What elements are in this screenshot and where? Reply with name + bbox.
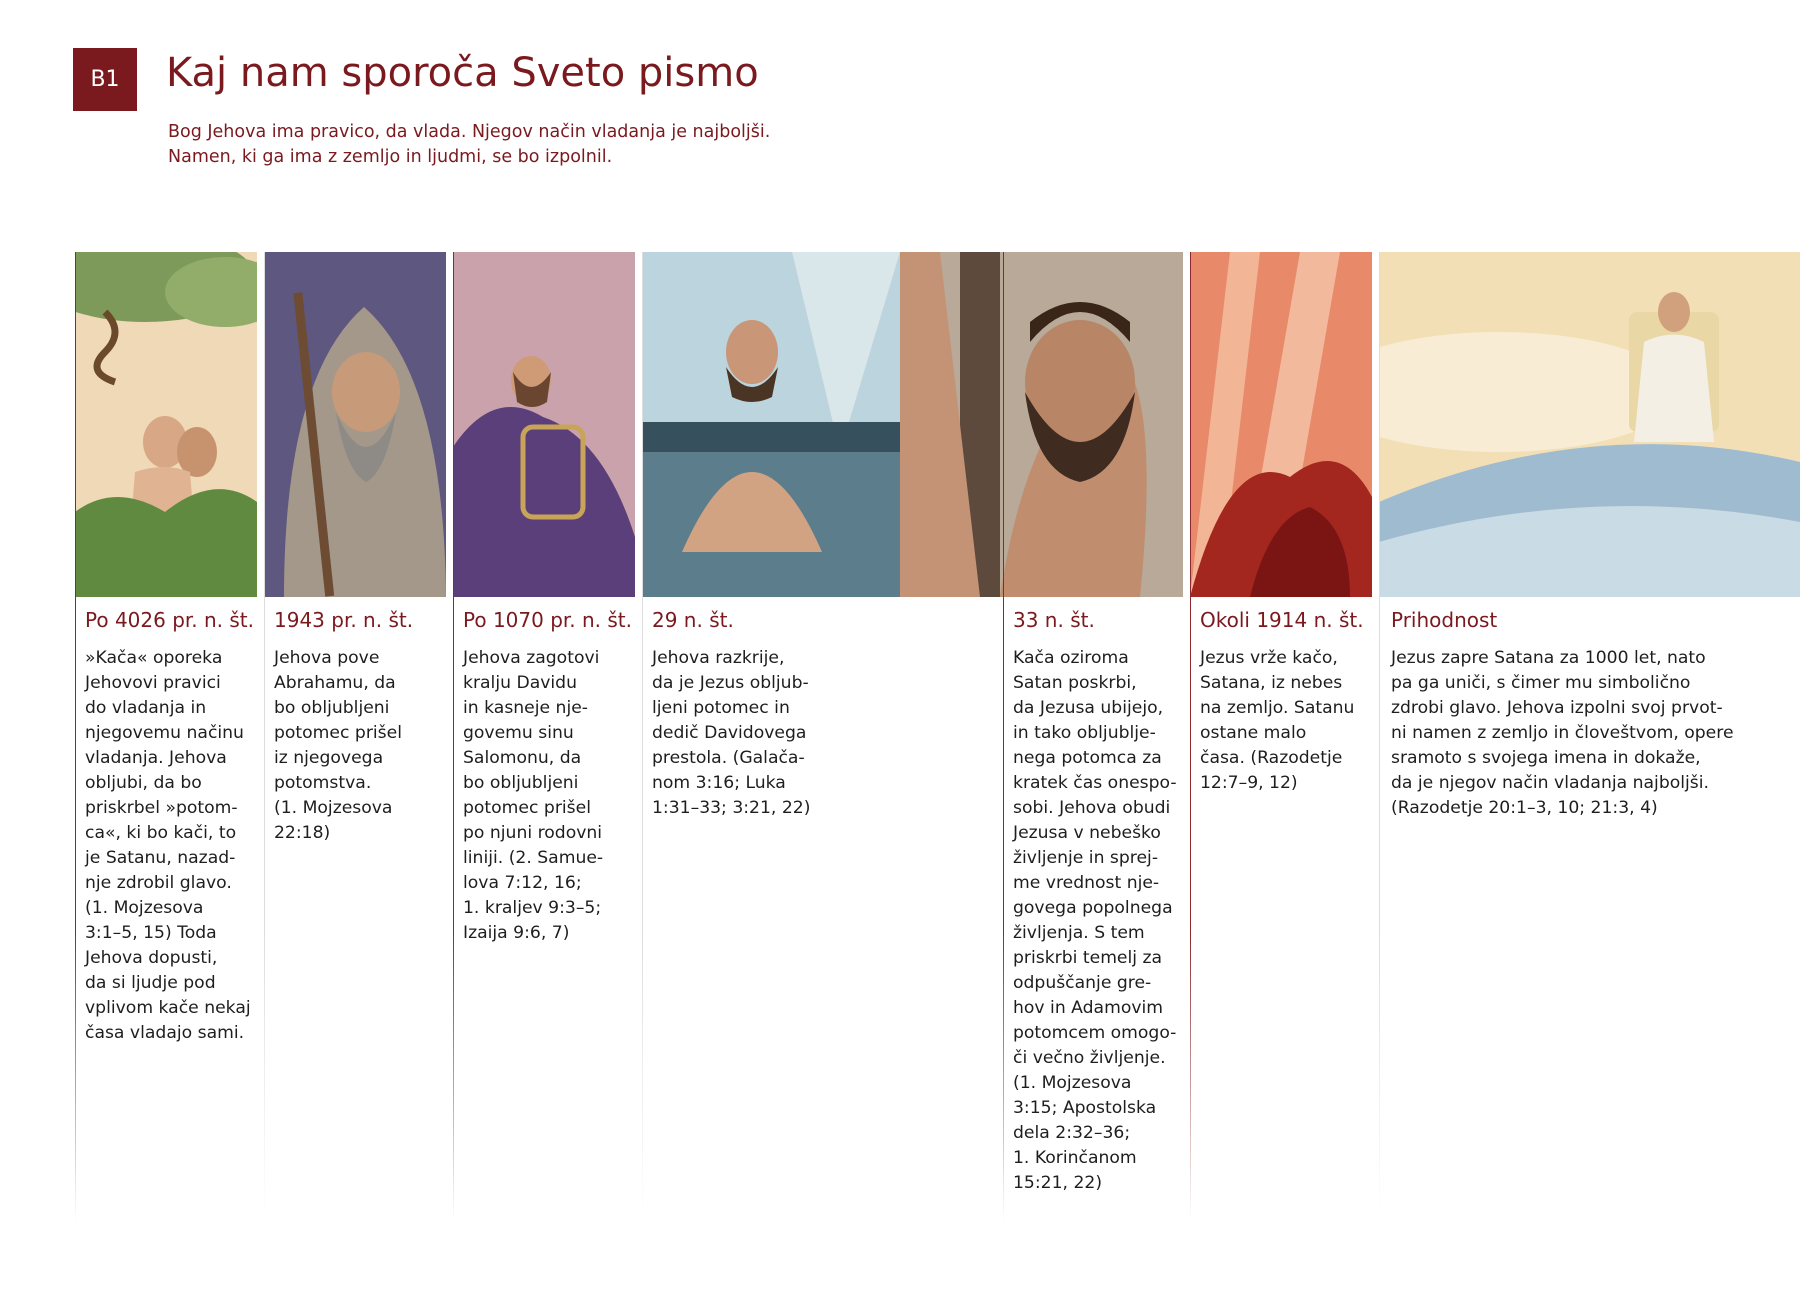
text-line: lova 7:12, 16;	[463, 873, 582, 893]
timeline-entry	[274, 608, 413, 846]
entry-date: Prihodnost	[1391, 608, 1498, 632]
text-line: Salomonu, da	[463, 748, 582, 768]
text-line: iz njegovega	[274, 748, 384, 768]
text-line: kratek čas onespo-	[1013, 773, 1177, 793]
text-line: Kača oziroma	[1013, 648, 1129, 668]
text-line: njegovemu načinu	[85, 723, 244, 743]
text-line: 22:18)	[274, 823, 331, 843]
timeline-divider	[1379, 252, 1380, 1222]
text-line: potomec prišel	[274, 723, 402, 743]
timeline-entry	[1391, 608, 1734, 821]
text-line: časa. (Razodetje	[1200, 748, 1343, 768]
entry-date: 33 n. št.	[1013, 608, 1095, 632]
text-line: potomcem omogo-	[1013, 1023, 1177, 1043]
entry-date: Okoli 1914 n. št.	[1200, 608, 1364, 632]
text-line: hov in Adamovim	[1013, 998, 1164, 1018]
timeline-divider	[264, 252, 265, 1222]
page-subtitle	[168, 120, 770, 170]
text-line: življenje in sprej-	[1013, 848, 1159, 868]
timeline-divider	[453, 252, 454, 1222]
entry-date: 1943 pr. n. št.	[274, 608, 414, 632]
text-line: nega potomca za	[1013, 748, 1162, 768]
text-line: »Kača« oporeka	[85, 648, 223, 668]
text-line: vplivom kače nekaj	[85, 998, 251, 1018]
text-line: 3:15; Apostolska	[1013, 1098, 1157, 1118]
timeline-entry	[1013, 608, 1177, 1196]
text-line: me vrednost nje-	[1013, 873, 1160, 893]
entry-text	[652, 646, 810, 821]
illustration-kingdom-future	[1379, 252, 1800, 597]
timeline-divider	[75, 252, 76, 1222]
entry-text	[463, 646, 632, 946]
text-line: obljubi, da bo	[85, 773, 202, 793]
text-line: da je njegov način vladanja najboljši.	[1391, 773, 1709, 793]
text-line: in kasneje nje-	[463, 698, 588, 718]
text-line: Jehova razkrije,	[652, 648, 785, 668]
illustration-king-david	[453, 252, 635, 597]
text-line: priskrbi temelj za	[1013, 948, 1163, 968]
text-line: sobi. Jehova obudi	[1013, 798, 1171, 818]
text-line: Jezusa v nebeško	[1013, 823, 1161, 843]
text-line: vladanja. Jehova	[85, 748, 227, 768]
text-line: (1. Mojzesova	[1013, 1073, 1132, 1093]
text-line: Jehovovi pravici	[85, 673, 221, 693]
entry-date: Po 4026 pr. n. št.	[85, 608, 255, 632]
entry-text	[274, 646, 413, 846]
text-line: priskrbel »potom-	[85, 798, 238, 818]
illustration-jesus-death	[900, 252, 1183, 597]
text-line: sramoto s svojega imena in dokaže,	[1391, 748, 1701, 768]
section-badge: B1	[73, 48, 137, 111]
text-line: Abrahamu, da	[274, 673, 396, 693]
entry-text	[85, 646, 254, 1046]
text-line: časa vladajo sami.	[85, 1023, 245, 1043]
text-line: na zemljo. Satanu	[1200, 698, 1355, 718]
timeline-divider	[642, 252, 643, 1222]
text-line: Satana, iz nebes	[1200, 673, 1343, 693]
timeline-entry	[463, 608, 632, 946]
text-line: Jezus vrže kačo,	[1200, 648, 1338, 668]
text-line: liniji. (2. Samue-	[463, 848, 604, 868]
text-line: bo obljubljeni	[274, 698, 390, 718]
text-line: in tako obljublje-	[1013, 723, 1156, 743]
text-line: Satan poskrbi,	[1013, 673, 1137, 693]
entry-date: 29 n. št.	[652, 608, 734, 632]
text-line: Jehova pove	[274, 648, 380, 668]
text-line: nje zdrobil glavo.	[85, 873, 232, 893]
text-line: da je Jezus obljub-	[652, 673, 809, 693]
text-line: 1:31–33; 3:21, 22)	[652, 798, 811, 818]
text-line: da Jezusa ubijejo,	[1013, 698, 1164, 718]
text-line: ni namen z zemljo in človeštvom, opere	[1391, 723, 1734, 743]
timeline-entry	[1200, 608, 1364, 796]
text-line: 1. kraljev 9:3–5;	[463, 898, 602, 918]
text-line: življenja. S tem	[1013, 923, 1145, 943]
text-line: 12:7–9, 12)	[1200, 773, 1298, 793]
text-line: 15:21, 22)	[1013, 1173, 1103, 1193]
text-line: či večno življenje.	[1013, 1048, 1166, 1068]
page-title: Kaj nam sporoča Sveto pismo	[166, 50, 759, 96]
text-line: (1. Mojzesova	[85, 898, 204, 918]
text-line: zdrobi glavo. Jehova izpolni svoj prvot-	[1391, 698, 1723, 718]
timeline-entry	[85, 608, 254, 1046]
entry-text	[1391, 646, 1734, 821]
timeline-entry	[652, 608, 810, 821]
subtitle-line: Namen, ki ga ima z zemljo in ljudmi, se bo izpolnil.	[168, 147, 613, 167]
text-line: Jehova zagotovi	[463, 648, 600, 668]
text-line: ljeni potomec in	[652, 698, 790, 718]
illustration-abraham	[264, 252, 446, 597]
text-line: nom 3:16; Luka	[652, 773, 786, 793]
text-line: do vladanja in	[85, 698, 207, 718]
text-line: Izaija 9:6, 7)	[463, 923, 570, 943]
text-line: 3:1–5, 15) Toda	[85, 923, 217, 943]
illustration-garden-eden	[75, 252, 257, 597]
text-line: potomec prišel	[463, 798, 591, 818]
text-line: (1. Mojzesova	[274, 798, 393, 818]
text-line: 1. Korinčanom	[1013, 1148, 1137, 1168]
text-line: po njuni rodovni	[463, 823, 603, 843]
text-line: ca«, ki bo kači, to	[85, 823, 237, 843]
text-line: bo obljubljeni	[463, 773, 579, 793]
text-line: potomstva.	[274, 773, 372, 793]
text-line: prestola. (Galača-	[652, 748, 805, 768]
text-line: da si ljudje pod	[85, 973, 216, 993]
text-line: dela 2:32–36;	[1013, 1123, 1131, 1143]
timeline-divider	[1003, 252, 1004, 1222]
text-line: Jezus zapre Satana za 1000 let, nato	[1391, 648, 1706, 668]
timeline-divider	[1190, 252, 1191, 1222]
text-line: odpuščanje gre-	[1013, 973, 1152, 993]
text-line: kralju Davidu	[463, 673, 577, 693]
entry-date: Po 1070 pr. n. št.	[463, 608, 633, 632]
entry-text	[1013, 646, 1177, 1196]
illustration-jesus-baptism	[642, 252, 900, 597]
text-line: govega popolnega	[1013, 898, 1173, 918]
text-line: dedič Davidovega	[652, 723, 807, 743]
text-line: ostane malo	[1200, 723, 1307, 743]
illustration-satan-cast-down	[1190, 252, 1372, 597]
text-line: pa ga uniči, s čimer mu simbolično	[1391, 673, 1691, 693]
text-line: je Satanu, nazad-	[85, 848, 236, 868]
entry-text	[1200, 646, 1364, 796]
text-line: Jehova dopusti,	[85, 948, 218, 968]
text-line: govemu sinu	[463, 723, 574, 743]
subtitle-line: Bog Jehova ima pravico, da vlada. Njegov način vladanja je najboljši.	[168, 122, 771, 142]
text-line: (Razodetje 20:1–3, 10; 21:3, 4)	[1391, 798, 1658, 818]
